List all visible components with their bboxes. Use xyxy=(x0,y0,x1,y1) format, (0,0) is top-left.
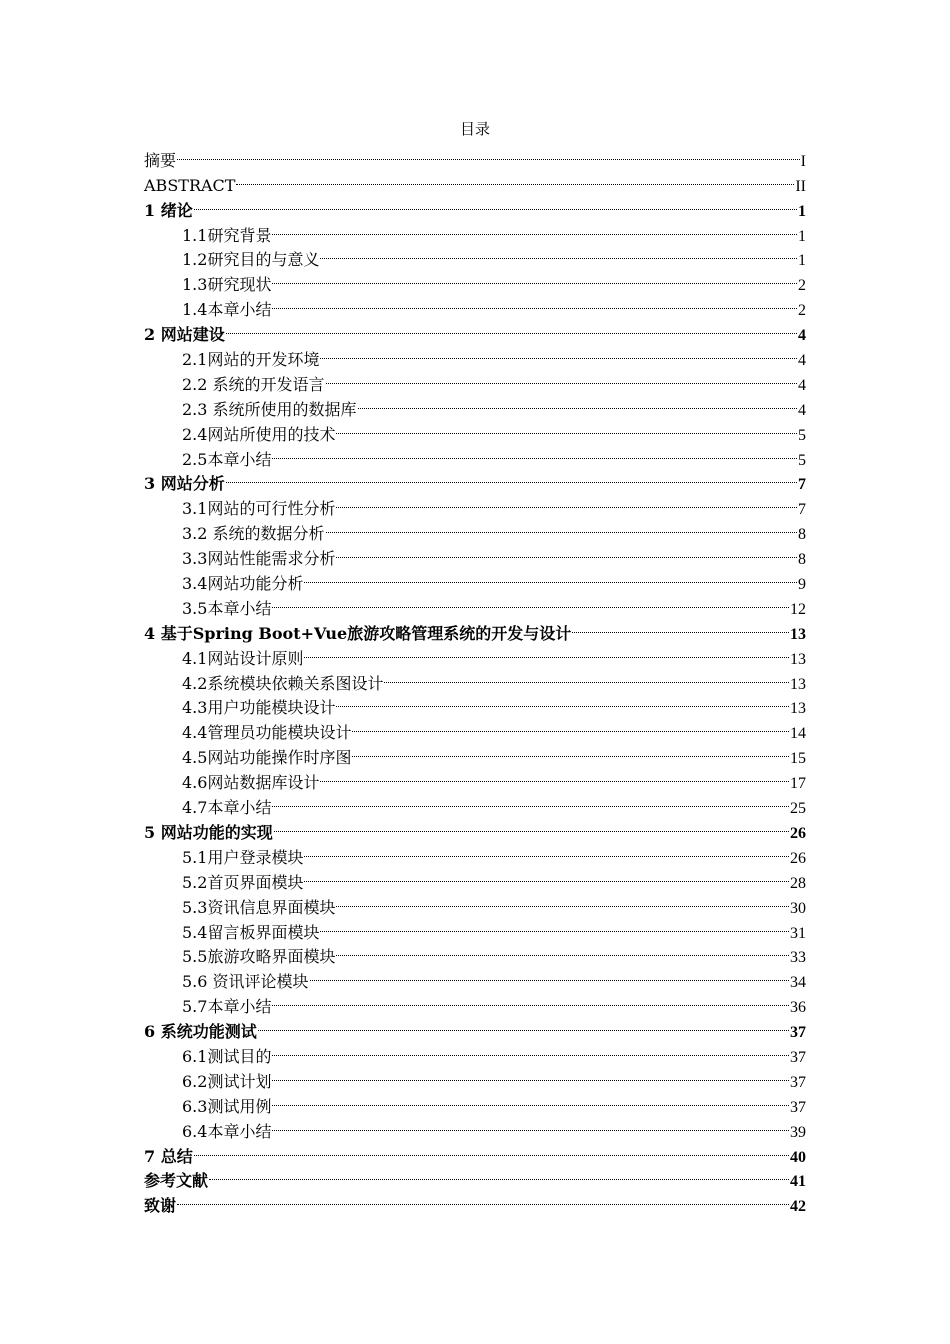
dot-leader xyxy=(271,987,790,1012)
toc-entry[interactable] xyxy=(144,340,806,370)
toc-entry-label: 4.6网站数据库设计 xyxy=(182,773,320,793)
toc-page-number: 36 xyxy=(790,999,806,1017)
toc-page-number: 1 xyxy=(798,252,806,270)
toc-entry-label: 4.5网站功能操作时序图 xyxy=(182,748,352,768)
dot-leader xyxy=(319,340,798,365)
toc-page-number: 4 xyxy=(798,352,806,370)
toc-page-number: 42 xyxy=(790,1198,806,1216)
toc-entry-label: 5 网站功能的实现 xyxy=(144,822,273,842)
dot-leader xyxy=(271,290,798,315)
toc-entry-label: 6.1测试目的 xyxy=(182,1046,272,1066)
toc-entry[interactable] xyxy=(144,1162,806,1191)
toc-entry-label: 致谢 xyxy=(144,1196,177,1216)
toc-entry[interactable] xyxy=(144,315,806,345)
toc-entry-label: 6.3测试用例 xyxy=(182,1096,272,1116)
dot-leader xyxy=(303,838,790,863)
toc-page-number: 34 xyxy=(790,974,806,992)
toc-entry-label: 5.5旅游攻略界面模块 xyxy=(182,947,336,967)
toc-page-number: 2 xyxy=(798,302,806,320)
dot-leader xyxy=(319,913,790,938)
toc-page-number: 5 xyxy=(798,451,806,469)
toc-entry-label: 4.3用户功能模块设计 xyxy=(182,698,336,718)
toc-entry-label: 2.1网站的开发环境 xyxy=(182,350,320,370)
toc-page-number: 13 xyxy=(790,675,806,693)
dot-leader xyxy=(235,166,795,191)
toc-entry-label: 7 总结 xyxy=(144,1146,193,1166)
toc-page-number: 37 xyxy=(790,1073,806,1091)
toc-entry-label: 1.2研究目的与意义 xyxy=(182,250,320,270)
toc-page-number: 8 xyxy=(798,551,806,569)
toc-entry-label: 4 基于Spring Boot+Vue旅游攻略管理系统的开发与设计 xyxy=(144,623,572,643)
dot-leader xyxy=(383,664,790,689)
toc-page-number: 8 xyxy=(798,526,806,544)
toc-entry-label: 1.3研究现状 xyxy=(182,275,272,295)
toc-entry-label: 2.4网站所使用的技术 xyxy=(182,424,336,444)
toc-page-number: 7 xyxy=(798,476,806,494)
toc-entry-label: 1.4本章小结 xyxy=(182,300,272,320)
dot-leader xyxy=(335,938,790,963)
toc-entry-label: 5.1用户登录模块 xyxy=(182,847,304,867)
toc-entry-label: 5.2首页界面模块 xyxy=(182,872,304,892)
toc-page-number: I xyxy=(800,152,806,170)
toc-entry-label: 6 系统功能测试 xyxy=(144,1022,257,1042)
toc-page-number: 13 xyxy=(790,625,806,643)
toc-entry-label: 5.4留言板界面模块 xyxy=(182,922,320,942)
toc-entry[interactable] xyxy=(144,141,806,170)
toc-entry-label: 5.3资讯信息界面模块 xyxy=(182,897,336,917)
toc-entry-label: 2.2 系统的开发语言 xyxy=(182,374,325,394)
toc-entry-label: 2.3 系统所使用的数据库 xyxy=(182,399,357,419)
dot-leader xyxy=(208,1162,790,1187)
toc-entry-label: 3.1网站的可行性分析 xyxy=(182,499,336,519)
toc-page-number: 1 xyxy=(798,227,806,245)
toc-page-number: 37 xyxy=(790,1098,806,1116)
dot-leader xyxy=(351,738,790,763)
toc-entry-label: 3.5本章小结 xyxy=(182,598,272,618)
toc-entry-label: 4.1网站设计原则 xyxy=(182,648,304,668)
toc-page-number: 37 xyxy=(790,1024,806,1042)
toc-entry-label: 3.2 系统的数据分析 xyxy=(182,524,325,544)
toc-entry-label: 2.5本章小结 xyxy=(182,449,272,469)
toc-entry-label: 5.6 资讯评论模块 xyxy=(182,972,309,992)
toc-page-number: 28 xyxy=(790,874,806,892)
toc-entry-label: 3.4网站功能分析 xyxy=(182,574,304,594)
dot-leader xyxy=(271,216,798,241)
toc-page-number: 41 xyxy=(790,1173,806,1191)
toc-entry[interactable] xyxy=(144,1137,806,1166)
dot-leader xyxy=(335,539,798,564)
toc-entry-label: 1.1研究背景 xyxy=(182,225,272,245)
toc-entry-label: 5.7本章小结 xyxy=(182,997,272,1017)
dot-leader xyxy=(257,1012,790,1037)
dot-leader xyxy=(193,1137,790,1162)
toc-entry-label: 4.7本章小结 xyxy=(182,798,272,818)
toc-page-number: 12 xyxy=(790,600,806,618)
dot-leader xyxy=(271,1087,790,1112)
dot-leader xyxy=(319,241,798,266)
toc-title: 目录 xyxy=(459,120,490,138)
dot-leader xyxy=(335,888,790,913)
toc-page-number: 39 xyxy=(790,1123,806,1141)
toc-page-number: 4 xyxy=(798,327,806,345)
dot-leader xyxy=(273,813,790,838)
dot-leader xyxy=(571,614,790,639)
dot-leader xyxy=(176,1186,790,1211)
dot-leader xyxy=(271,589,790,614)
toc-page-number: 15 xyxy=(790,750,806,768)
toc-entry-label: 4.2系统模块依赖关系图设计 xyxy=(182,673,384,693)
toc-page-number: 2 xyxy=(798,277,806,295)
toc-entry-label: 3.3网站性能需求分析 xyxy=(182,549,336,569)
toc-page-number: 7 xyxy=(798,501,806,519)
dot-leader xyxy=(271,265,798,290)
dot-leader xyxy=(335,415,798,440)
toc-page-number: 14 xyxy=(790,725,806,743)
toc-entry-label: ABSTRACT xyxy=(144,175,236,195)
dot-leader xyxy=(335,489,798,514)
dot-leader xyxy=(309,962,790,987)
toc-page-number: 17 xyxy=(790,775,806,793)
dot-leader xyxy=(303,639,790,664)
toc-page-number: 25 xyxy=(790,800,806,818)
toc-page-number: 5 xyxy=(798,426,806,444)
dot-leader xyxy=(271,1112,790,1137)
dot-leader xyxy=(271,788,790,813)
toc-page-number: 13 xyxy=(790,700,806,718)
toc-entry-label: 1 绪论 xyxy=(144,200,193,220)
dot-leader xyxy=(325,365,798,390)
dot-leader xyxy=(357,390,798,415)
toc-page-number: 4 xyxy=(798,401,806,419)
dot-leader xyxy=(319,763,790,788)
toc-entry[interactable] xyxy=(144,489,806,519)
dot-leader xyxy=(303,564,798,589)
toc-page-number: 4 xyxy=(798,376,806,394)
toc-entry[interactable] xyxy=(144,1186,806,1216)
dot-leader xyxy=(271,1062,790,1087)
toc-entry[interactable] xyxy=(144,191,806,220)
toc-page-number: 30 xyxy=(790,899,806,917)
toc-page-number: 31 xyxy=(790,924,806,942)
toc-entry-label: 摘要 xyxy=(144,150,177,170)
toc-entry-label: 3 网站分析 xyxy=(144,474,225,494)
dot-leader xyxy=(271,440,798,465)
table-of-contents xyxy=(144,141,806,1216)
toc-page-number: 1 xyxy=(798,202,806,220)
toc-page-number: II xyxy=(795,177,806,195)
toc-entry-label: 2 网站建设 xyxy=(144,325,225,345)
dot-leader xyxy=(303,863,790,888)
toc-entry[interactable] xyxy=(144,465,806,494)
dot-leader xyxy=(193,191,798,216)
toc-entry[interactable] xyxy=(144,216,806,245)
dot-leader xyxy=(335,689,790,714)
dot-leader xyxy=(271,1037,790,1062)
toc-entry[interactable] xyxy=(144,166,806,195)
dot-leader xyxy=(225,465,798,490)
toc-page-number: 40 xyxy=(790,1148,806,1166)
dot-leader xyxy=(325,514,798,539)
dot-leader xyxy=(225,315,798,340)
toc-entry-label: 6.4本章小结 xyxy=(182,1121,272,1141)
toc-entry-label: 参考文献 xyxy=(144,1171,209,1191)
toc-entry-label: 4.4管理员功能模块设计 xyxy=(182,723,352,743)
dot-leader xyxy=(351,713,790,738)
toc-page-number: 26 xyxy=(790,849,806,867)
toc-page-number: 26 xyxy=(790,824,806,842)
toc-page-number: 13 xyxy=(790,650,806,668)
toc-page-number: 9 xyxy=(798,576,806,594)
toc-page-number: 37 xyxy=(790,1048,806,1066)
toc-page-number: 33 xyxy=(790,949,806,967)
toc-entry-label: 6.2测试计划 xyxy=(182,1071,272,1091)
dot-leader xyxy=(176,141,801,166)
